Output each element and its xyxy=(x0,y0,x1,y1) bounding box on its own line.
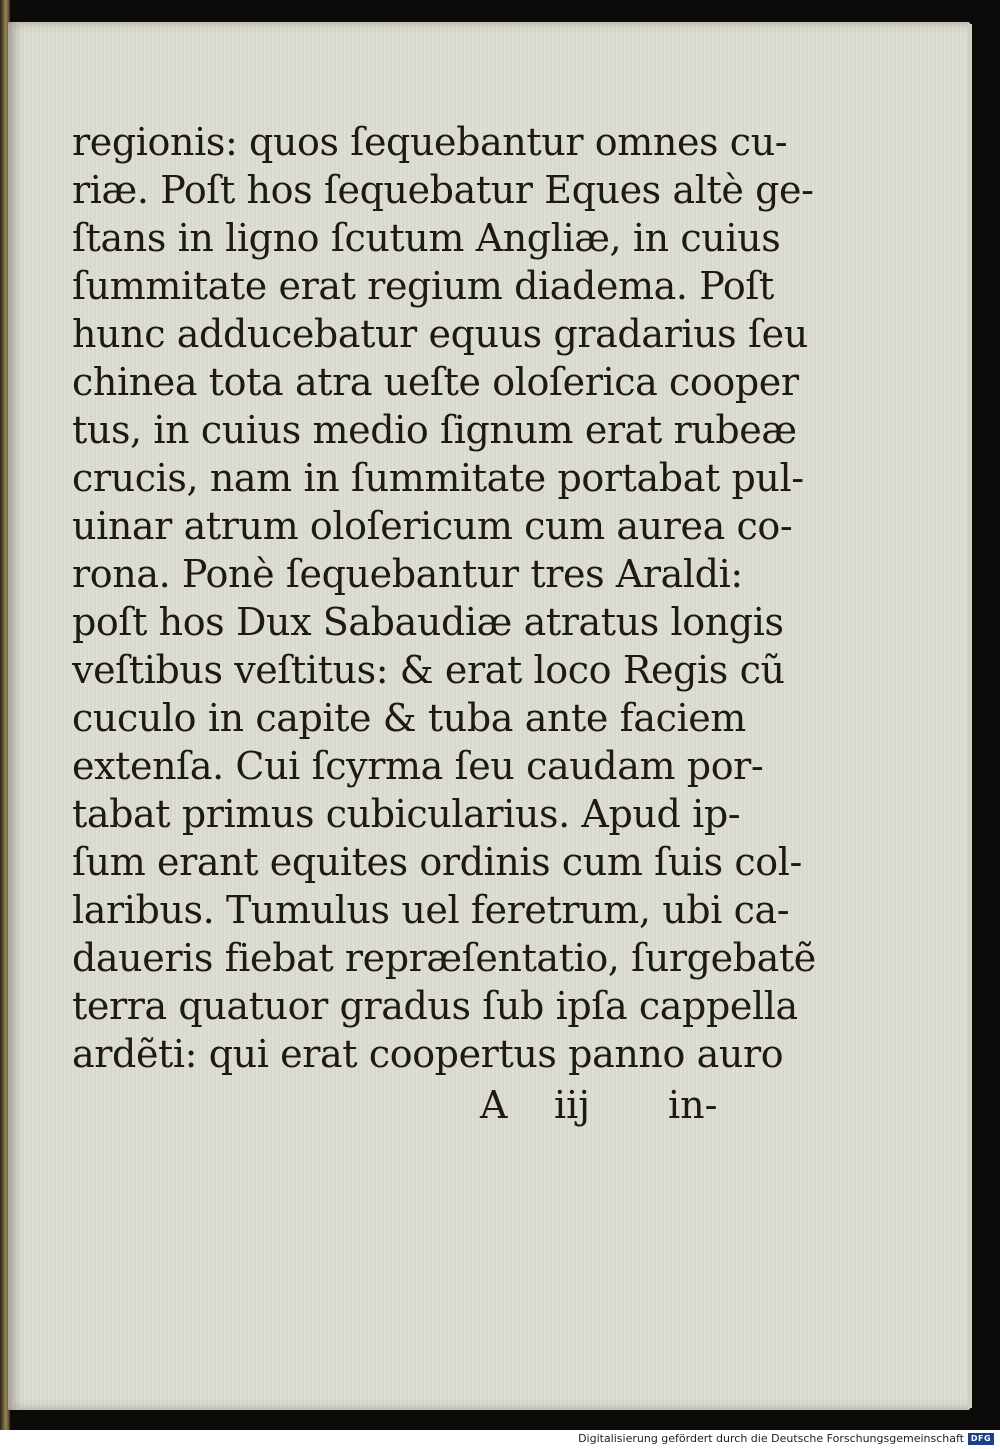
page-edge xyxy=(968,24,972,1408)
text-line: chinea tota atra ueſte oloſerica cooper xyxy=(72,360,799,404)
text-line: extenſa. Cui ſcyrma ſeu caudam por- xyxy=(72,744,764,788)
text-line: uinar atrum oloſericum cum aurea co- xyxy=(72,504,793,548)
text-line: ſum erant equites ordinis cum ſuis col- xyxy=(72,840,802,884)
text-line: laribus. Tumulus uel feretrum, ubi ca- xyxy=(72,888,790,932)
text-line: crucis, nam in ſummitate portabat pul- xyxy=(72,456,804,500)
text-line: ſummitate erat regium diadema. Poſt xyxy=(72,264,774,308)
text-line: tabat primus cubicularius. Apud ip- xyxy=(72,792,741,836)
catchword: in- xyxy=(668,1083,718,1127)
text-line: rona. Ponè ſequebantur tres Araldi: xyxy=(72,552,743,596)
text-line: poſt hos Dux Sabaudiæ atratus longis xyxy=(72,600,784,644)
text-line: terra quatuor gradus ſub ipſa cappella xyxy=(72,984,798,1028)
text-line: regionis: quos ſequebantur omnes cu- xyxy=(72,120,788,164)
signature-line xyxy=(480,1080,740,1130)
text-line: ſtans in ligno ſcutum Angliæ, in cuius xyxy=(72,216,781,260)
signature-number: iij xyxy=(554,1083,591,1127)
body-text xyxy=(72,118,816,1078)
text-line: daueris fiebat repræſentatio, ſurgebatẽ xyxy=(72,936,816,980)
text-line: veſtibus veſtitus: & erat loco Regis cũ xyxy=(72,648,785,692)
text-line: hunc adducebatur equus gradarius ſeu xyxy=(72,312,808,356)
signature-letter: A xyxy=(480,1083,508,1127)
digitization-credit: Digitalisierung gefördert durch die Deutsche Forschungsgemeinschaft xyxy=(578,1432,964,1445)
text-line: cuculo in capite & tuba ante faciem xyxy=(72,696,746,740)
dfg-logo-icon: DFG xyxy=(968,1433,994,1445)
text-line: tus, in cuius medio ſignum erat rubeæ xyxy=(72,408,797,452)
footer-bar xyxy=(0,1430,1000,1449)
text-line: ardẽti: qui erat coopertus panno auro xyxy=(72,1032,784,1076)
text-line: riæ. Poſt hos ſequebatur Eques altè ge- xyxy=(72,168,814,212)
